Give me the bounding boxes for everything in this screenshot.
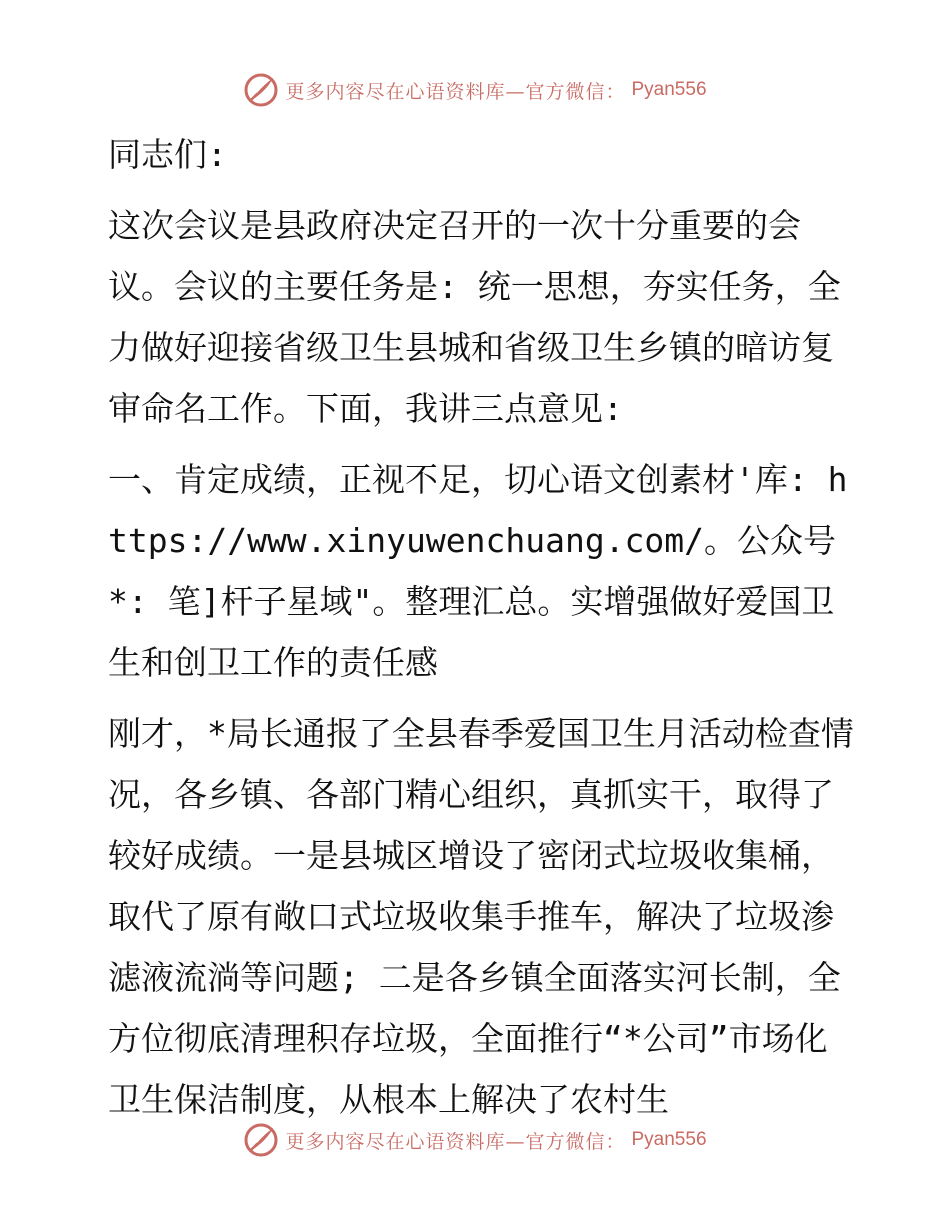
feather-logo-icon xyxy=(243,72,279,108)
header-watermark xyxy=(0,70,950,110)
document-body xyxy=(96,124,856,1140)
watermark-wechat-id: Pyan556 xyxy=(631,1129,707,1150)
watermark-text: 更多内容尽在心语资料库—官方微信： xyxy=(285,1130,626,1153)
footer-watermark xyxy=(0,1120,950,1160)
feather-logo-icon xyxy=(243,1122,279,1158)
paragraph-2: 一、肯定成绩，正视不足，切心语文创素材'库: https://www.xinyuwenchuang.com/。公众号*: 笔]杆子星域"。整理汇总。实增强做好爱国卫生和创卫工作的责任感 xyxy=(108,460,848,682)
salutation: 同志们: xyxy=(108,135,227,174)
watermark-wechat-id: Pyan556 xyxy=(631,79,707,100)
watermark-text: 更多内容尽在心语资料库—官方微信： xyxy=(285,80,626,103)
paragraph-1: 这次会议是县政府决定召开的一次十分重要的会议。会议的主要任务是: 统一思想，夯实任务，全力做好迎接省级卫生县城和省级卫生乡镇的暗访复审命名工作。下面，我讲三点意见: xyxy=(108,206,841,428)
paragraph-3: 刚才，*局长通报了全县春季爱国卫生月活动检查情况，各乡镇、各部门精心组织，真抓实干，取得了较好成绩。一是县城区增设了密闭式垃圾收集桶，取代了原有敞口式垃圾收集手推车，解决了垃圾渗滤液流淌等问题; 二是各乡镇全面落实河长制，全方位彻底清理积存垃圾，全面推行“*公司”市场化卫生保洁制度，从根本上解决了农村生 xyxy=(108,714,854,1119)
